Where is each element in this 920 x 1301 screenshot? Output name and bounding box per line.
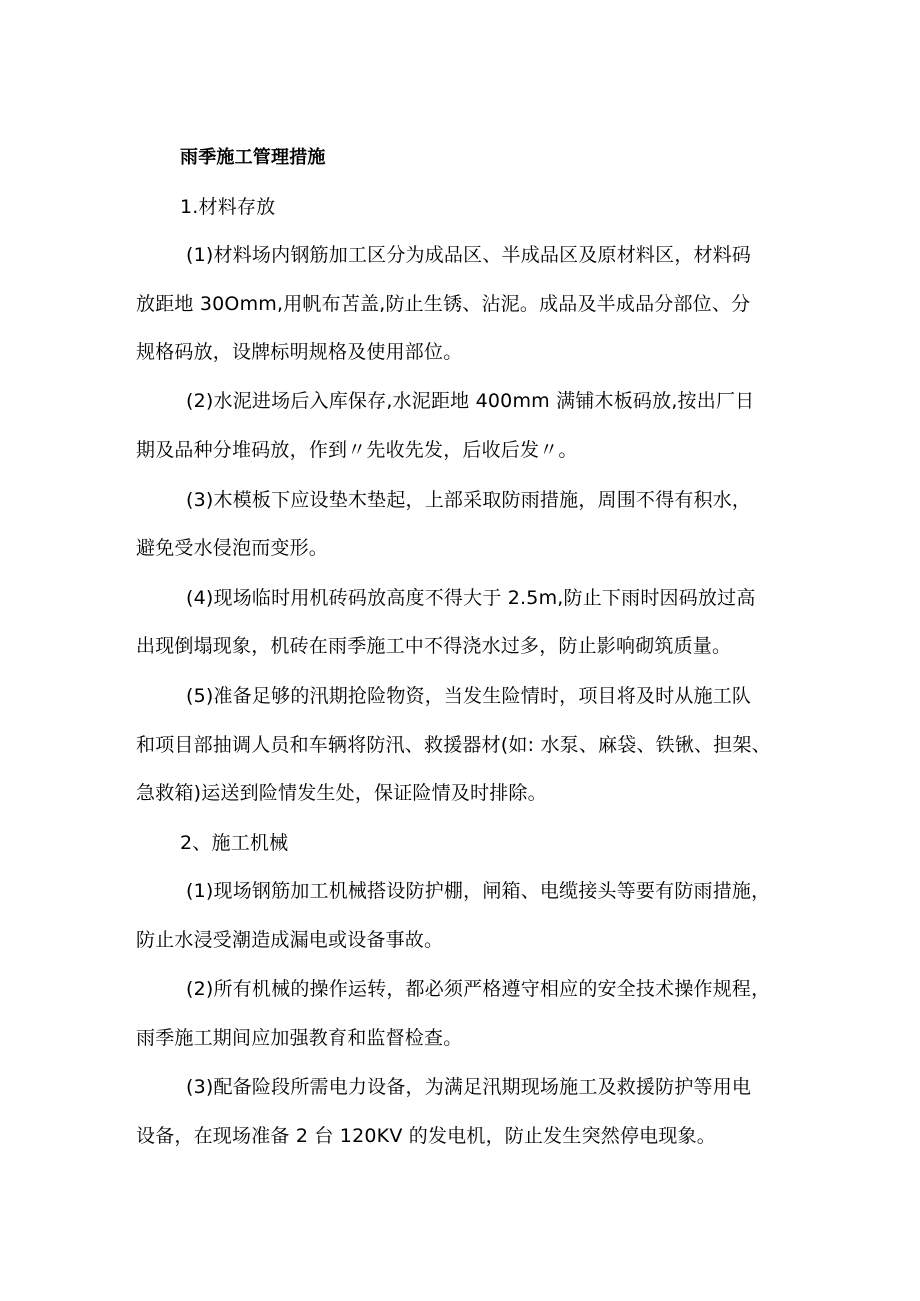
paragraph-line: 出现倒塌现象，机砖在雨季施工中不得浇水过多，防止影响砌筑质量。: [136, 635, 732, 657]
paragraph-line: (3)木模板下应设垫木垫起，上部采取防雨措施，周围不得有积水，: [186, 489, 752, 511]
paragraph-line: 防止水浸受潮造成漏电或设备事故。: [136, 929, 444, 951]
document-title: 雨季施工管理措施: [180, 147, 326, 168]
paragraph-line: (4)现场临时用机砖码放高度不得大于 2.5m,防止下雨时因码放过高: [186, 587, 756, 609]
paragraph-line: (3)配备险段所需电力设备，为满足汛期现场施工及救援防护等用电: [186, 1076, 752, 1098]
paragraph-line: (2)所有机械的操作运转，都必须严格遵守相应的安全技术操作规程，: [186, 978, 771, 1000]
paragraph-line: 避免受水侵泡而变形。: [136, 537, 329, 559]
paragraph-line: 和项目部抽调人员和车辆将防汛、救援器材(如: 水泵、麻袋、铁锹、担架、: [136, 734, 771, 756]
paragraph-line: 雨季施工期间应加强教育和监督检查。: [136, 1027, 463, 1049]
paragraph-line: 放距地 30Omm,用帆布苫盖,防止生锈、沾泥。成品及半成品分部位、分: [136, 293, 751, 315]
paragraph-line: 期及品种分堆码放，作到〃先收先发，后收后发〃。: [136, 439, 578, 461]
paragraph-line: 设备，在现场准备 2 台 120KV 的发电机，防止发生突然停电现象。: [136, 1125, 716, 1147]
paragraph-line: (5)准备足够的汛期抢险物资，当发生险情时，项目将及时从施工队: [186, 685, 752, 707]
paragraph-line: (1)现场钢筋加工机械搭设防护棚，闸箱、电缆接头等要有防雨措施，: [186, 880, 771, 902]
paragraph-line: 急救箱)运送到险情发生处，保证险情及时排除。: [136, 782, 547, 804]
section-heading-materials: 1.材料存放: [180, 196, 276, 218]
paragraph-line: 规格码放，设牌标明规格及使用部位。: [136, 341, 463, 363]
paragraph-line: (2)水泥进场后入库保存,水泥距地 400mm 满铺木板码放,按出厂日: [186, 390, 755, 412]
paragraph-line: (1)材料场内钢筋加工区分为成品区、半成品区及原材料区，材料码: [186, 244, 752, 266]
section-heading-machinery: 2、施工机械: [180, 832, 289, 854]
